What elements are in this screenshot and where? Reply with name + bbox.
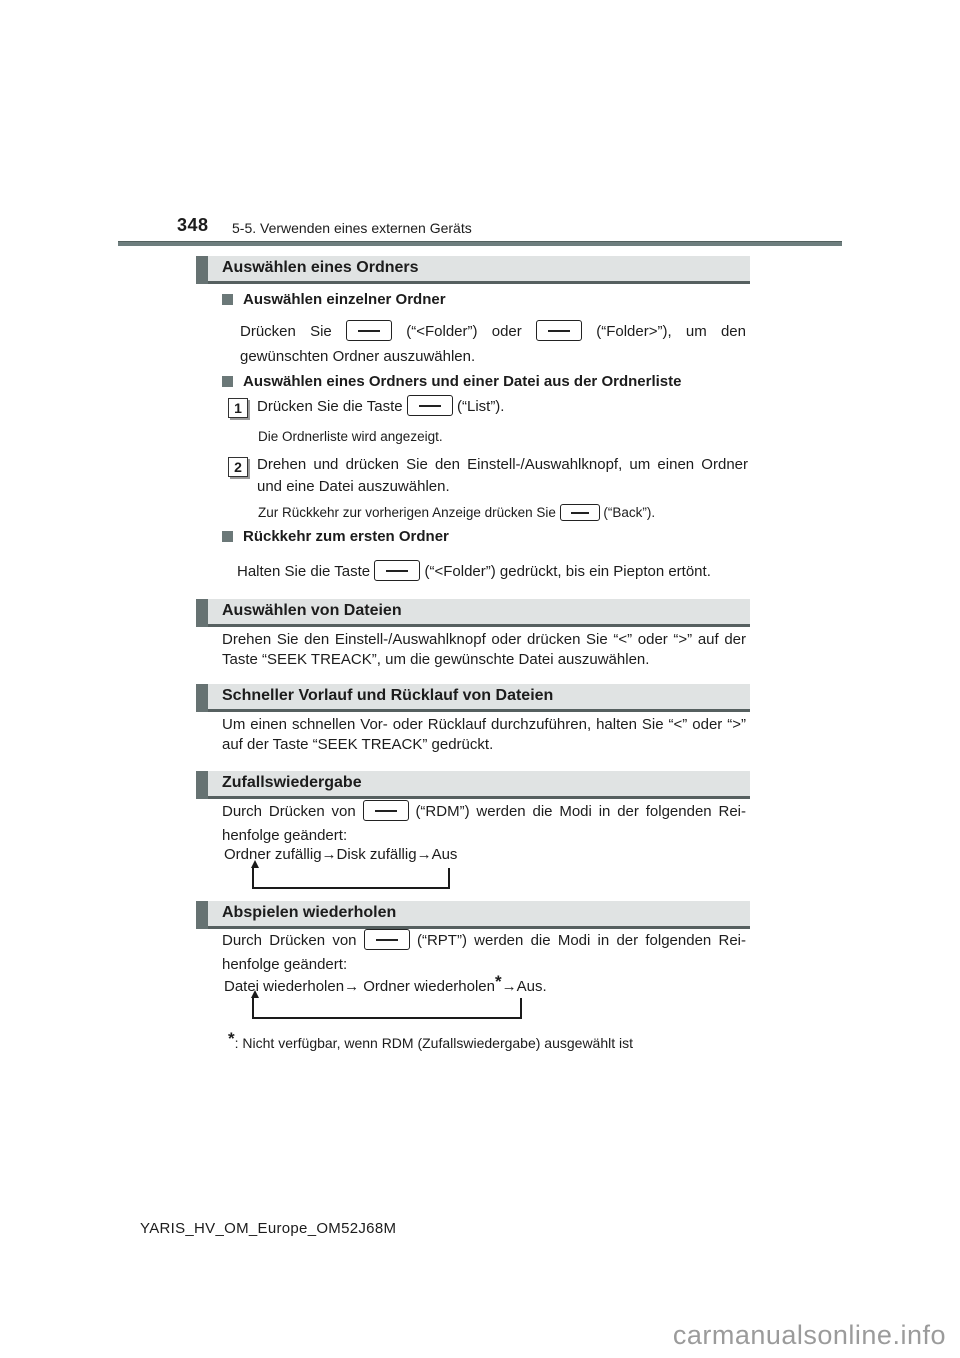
subheading-label: Auswählen eines Ordners und einer Datei aus der Ordnerliste xyxy=(243,373,682,390)
note-back-button: Zur Rückkehr zur vorherigen Anzeige drücken Sie (“Back”). xyxy=(258,505,656,520)
note-folder-list: Die Ordnerliste wird angezeigt. xyxy=(258,429,443,444)
section-title: Auswählen eines Ordners xyxy=(222,259,419,276)
step-number-box: 1 xyxy=(228,398,248,418)
key-button-placeholder-icon xyxy=(364,929,410,950)
watermark: carmanualsonline.info xyxy=(672,1320,946,1350)
key-button-placeholder-icon xyxy=(363,800,409,821)
paragraph-random xyxy=(222,799,746,846)
square-bullet-icon xyxy=(222,294,233,305)
key-button-placeholder-icon xyxy=(346,320,392,341)
subheading-label: Rückkehr zum ersten Ordner xyxy=(243,528,449,545)
section-title: Auswählen von Dateien xyxy=(222,602,402,619)
key-button-placeholder-icon xyxy=(374,560,420,581)
section-bar-random xyxy=(196,771,750,799)
section-accent-square xyxy=(196,599,208,627)
page-number: 348 xyxy=(177,215,209,235)
section-title: Abspielen wiederholen xyxy=(222,904,397,921)
paragraph-line: gewünschten Ordner auszuwählen. xyxy=(240,348,476,365)
superscript-asterisk: * xyxy=(494,972,502,991)
footnote: *: Nicht verfügbar, wenn RDM (Zufallswiedergabe) ausgewählt ist xyxy=(228,1029,634,1051)
paragraph-repeat xyxy=(222,928,746,975)
step-1 xyxy=(228,397,748,419)
superscript-asterisk: * xyxy=(228,1029,235,1048)
key-button-placeholder-icon xyxy=(560,504,600,521)
paragraph-line: Durch Drücken von (“RDM”) werden die Modi in der folgenden Rei- xyxy=(222,799,746,824)
square-bullet-icon xyxy=(222,376,233,387)
step-line: Drehen und drücken Sie den Einstell-/Auswahlknopf, um einen Ordner xyxy=(257,456,748,473)
step-line: und eine Datei auszuwählen. xyxy=(257,478,450,495)
subheading-label: Auswählen einzelner Ordner xyxy=(243,291,446,308)
section-bar-file-select xyxy=(196,599,750,627)
square-bullet-icon xyxy=(222,531,233,542)
section-bar-folder-select xyxy=(196,256,750,284)
subheading-single-folder xyxy=(222,291,446,308)
section-accent-square xyxy=(196,901,208,929)
paragraph-line: Um einen schnellen Vor- oder Rücklauf durchzuführen, halten Sie “<” oder “>” xyxy=(222,716,746,733)
paragraph-line: Drücken Sie (“<Folder”) oder (“Folder>”), um den xyxy=(240,319,746,344)
paragraph-line: auf der Taste “SEEK TREACK” gedrückt. xyxy=(222,736,494,753)
subheading-first-folder xyxy=(222,528,449,545)
header-rule xyxy=(118,241,842,246)
paragraph-line: Halten Sie die Taste (“<Folder”) gedrückt, bis ein Piepton ertönt. xyxy=(237,559,757,584)
random-mode-sequence: Ordner zufällig→Disk zufällig→Aus xyxy=(224,846,458,863)
section-accent-square xyxy=(196,684,208,712)
loop-back-arrow xyxy=(252,868,450,889)
paragraph-hold-button xyxy=(237,559,757,584)
loop-back-arrow xyxy=(252,998,522,1019)
document-code: YARIS_HV_OM_Europe_OM52J68M xyxy=(140,1220,397,1237)
paragraph-folder-buttons xyxy=(240,319,746,369)
section-bar-repeat xyxy=(196,901,750,929)
section-title: Schneller Vorlauf und Rücklauf von Dateien xyxy=(222,687,554,704)
section-accent-square xyxy=(196,256,208,284)
section-accent-square xyxy=(196,771,208,799)
section-bar-seek xyxy=(196,684,750,712)
paragraph-file-select xyxy=(222,630,746,670)
repeat-mode-sequence: Datei wiederholen→ Ordner wiederholen*→Aus. xyxy=(224,972,547,995)
step-line: Drücken Sie die Taste (“List”). xyxy=(257,394,748,419)
paragraph-line: henfolge geändert: xyxy=(222,956,348,973)
key-button-placeholder-icon xyxy=(407,395,453,416)
section-title: Zufallswiedergabe xyxy=(222,774,362,791)
paragraph-line: Durch Drücken von (“RPT”) werden die Modi in der folgenden Rei- xyxy=(222,928,746,953)
chapter-header: 5-5. Verwenden eines externen Geräts xyxy=(232,220,472,236)
paragraph-line: Taste “SEEK TREACK”, um die gewünschte Datei auszuwählen. xyxy=(222,651,650,668)
paragraph-line: henfolge geändert: xyxy=(222,827,348,844)
step-number-box: 2 xyxy=(228,457,248,477)
subheading-folder-list xyxy=(222,373,681,390)
step-2 xyxy=(228,456,748,497)
key-button-placeholder-icon xyxy=(536,320,582,341)
paragraph-seek xyxy=(222,715,746,755)
paragraph-line: Drehen Sie den Einstell-/Auswahlknopf oder drücken Sie “<” oder “>” auf der xyxy=(222,631,746,648)
